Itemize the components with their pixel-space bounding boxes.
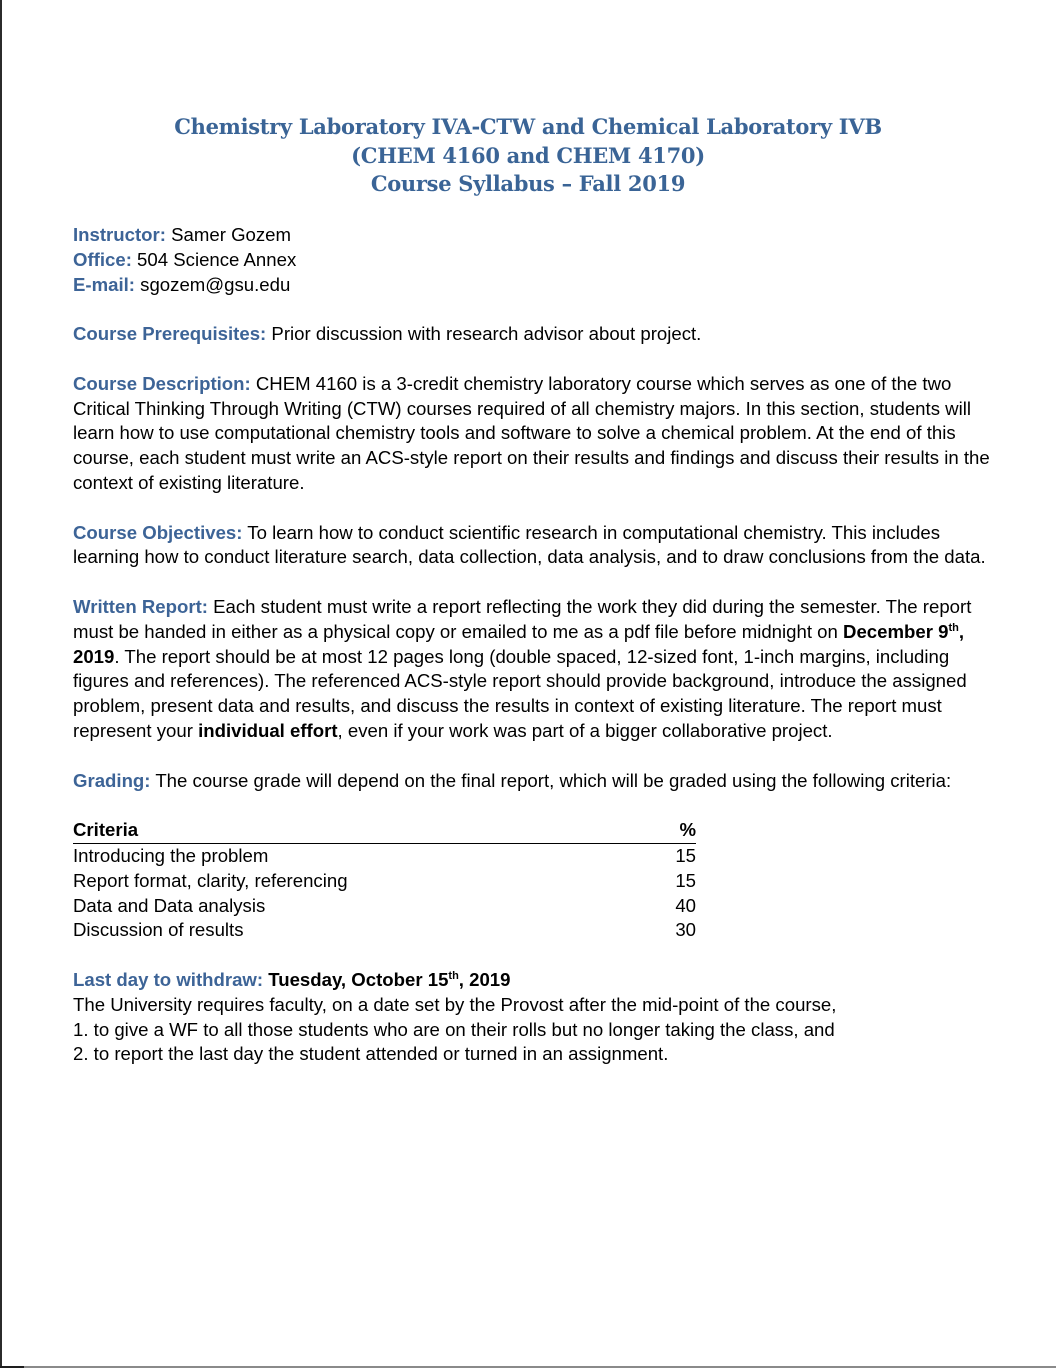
grading-section — [73, 769, 993, 794]
page-left-edge — [0, 0, 2, 1368]
instructor-label: Instructor: — [73, 224, 166, 245]
description-text: CHEM 4160 is a 3-credit chemistry laboratory course which serves as one of the two Critical Thinking Through Writing (CTW) courses required of all chemistry majors. In this section, students will learn how to use computational chemistry tools and software to solve a chemical problem. At the end of this course, each student must write an ACS-style report on their results and findings and discuss their results in the context of existing literature. — [73, 372, 990, 493]
prerequisites-text: Prior discussion with research advisor about project. — [266, 323, 702, 345]
objectives-text: To learn how to conduct scientific research in computational chemistry. This includes learning how to conduct literature search, data collection, data analysis, and to draw conclusions from the data. — [73, 521, 986, 568]
individual-effort-emphasis: individual effort — [198, 719, 338, 741]
written-report-text-c: , even if your work was part of a bigger collaborative project. — [337, 719, 833, 741]
title-line-2: (CHEM 4160 and CHEM 4170) — [351, 142, 705, 168]
office-line — [73, 248, 993, 273]
grading-label: Grading: — [73, 769, 151, 791]
objectives-section — [73, 521, 993, 571]
percent-cell: 40 — [675, 894, 696, 916]
title-line-3: Course Syllabus – Fall 2019 — [370, 171, 686, 196]
description-label: Course Description: — [73, 372, 251, 394]
percent-header: % — [652, 818, 696, 843]
table-row — [73, 843, 696, 868]
criteria-cell: Data and Data analysis — [73, 894, 266, 916]
criteria-cell: Report format, clarity, referencing — [73, 869, 348, 891]
withdraw-item: 1. to give a WF to all those students who are on their rolls but no longer taking the class, and — [73, 1018, 835, 1040]
percent-cell: 15 — [675, 869, 696, 891]
document-title — [0, 113, 1056, 199]
description-section — [73, 372, 993, 496]
written-report-section — [73, 595, 993, 744]
title-line-1: Chemistry Laboratory IVA-CTW and Chemical Laboratory IVB — [174, 114, 882, 139]
prerequisites-label: Course Prerequisites: — [73, 323, 267, 345]
withdraw-label: Last day to withdraw: — [73, 968, 264, 990]
report-deadline: December 9th, 2019 — [73, 620, 965, 667]
written-report-text-b: . The report should be at most 12 pages long (double spaced, 12-sized font, 1-inch margins, including figures and references). The referenced ACS-style report should provide background, introduce the assigned problem, present data and results, and discuss the results in context of existing literature. The report must represent your — [73, 645, 967, 741]
office-value: 504 Science Annex — [131, 248, 297, 270]
table-row — [73, 894, 696, 919]
objectives-label: Course Objectives: — [73, 521, 243, 543]
prerequisites-section — [73, 322, 993, 347]
written-report-text-a: Each student must write a report reflecting the work they did during the semester. The report must be handed in either as a physical copy or emailed to me as a pdf file before midnight on — [73, 595, 972, 642]
email-label: E-mail: — [73, 273, 135, 295]
criteria-cell: Introducing the problem — [73, 844, 269, 866]
office-label: Office: — [73, 248, 132, 270]
withdraw-heading — [73, 968, 993, 993]
grading-criteria-table — [73, 818, 696, 943]
written-report-label: Written Report: — [73, 595, 208, 617]
email-value: sgozem@gsu.edu — [135, 273, 291, 295]
withdraw-date: Tuesday, October 15th, 2019 — [263, 968, 511, 990]
withdraw-intro: The University requires faculty, on a date set by the Provost after the mid-point of the course, — [73, 993, 837, 1015]
instructor-name: Samer Gozem — [165, 224, 291, 245]
instructor-line — [73, 223, 993, 248]
table-row — [73, 869, 696, 894]
syllabus-body — [73, 223, 993, 1067]
criteria-header: Criteria — [73, 818, 652, 843]
grading-text: The course grade will depend on the final report, which will be graded using the following criteria: — [150, 769, 952, 791]
table-row — [73, 918, 696, 943]
email-line — [73, 273, 993, 298]
percent-cell: 15 — [675, 844, 696, 866]
withdraw-item: 2. to report the last day the student attended or turned in an assignment. — [73, 1043, 669, 1065]
percent-cell: 30 — [675, 919, 696, 941]
criteria-cell: Discussion of results — [73, 919, 244, 941]
table-header-row — [73, 818, 696, 843]
